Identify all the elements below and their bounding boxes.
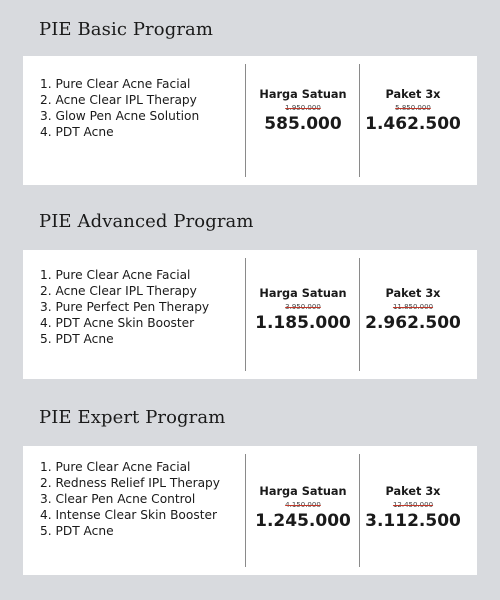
treatment-list	[40, 267, 209, 347]
treatment-item: 5. PDT Acne	[40, 332, 114, 346]
program-card	[23, 250, 477, 379]
treatment-item: 4. PDT Acne Skin Booster	[40, 316, 195, 330]
unit-old-price: 3.950.000	[285, 303, 321, 311]
package-price-label: Paket 3x	[385, 287, 441, 300]
treatment-item: 1. Pure Clear Acne Facial	[40, 268, 191, 282]
program-card	[23, 446, 477, 575]
package-price-label: Paket 3x	[385, 485, 441, 498]
treatment-item: 3. Clear Pen Acne Control	[40, 492, 196, 506]
treatment-list	[40, 459, 220, 539]
unit-price: 1.185.000	[255, 313, 351, 333]
unit-price-label: Harga Satuan	[259, 287, 347, 300]
package-price-column	[360, 88, 466, 134]
treatment-item: 4. Intense Clear Skin Booster	[40, 508, 217, 522]
treatment-item: 5. PDT Acne	[40, 524, 114, 538]
treatment-item: 2. Acne Clear IPL Therapy	[40, 93, 197, 107]
unit-price-column	[246, 485, 360, 531]
treatment-item: 1. Pure Clear Acne Facial	[40, 77, 191, 91]
treatment-item: 1. Pure Clear Acne Facial	[40, 460, 191, 474]
program-card	[23, 56, 477, 185]
package-old-price: 12.450.000	[392, 501, 434, 509]
unit-price-label: Harga Satuan	[259, 88, 347, 101]
unit-price-label: Harga Satuan	[259, 485, 347, 498]
unit-price: 1.245.000	[255, 511, 351, 531]
package-price-column	[360, 287, 466, 333]
treatment-item: 4. PDT Acne	[40, 125, 114, 139]
unit-price: 585.000	[264, 114, 342, 134]
program-title: PIE Expert Program	[39, 407, 226, 428]
treatment-item: 3. Glow Pen Acne Solution	[40, 109, 200, 123]
program-title: PIE Basic Program	[39, 19, 214, 40]
unit-old-price: 4.150.000	[285, 501, 321, 509]
package-price-label: Paket 3x	[385, 88, 441, 101]
treatment-item: 2. Redness Relief IPL Therapy	[40, 476, 221, 490]
package-old-price: 5.850.000	[395, 104, 431, 112]
treatment-item: 3. Pure Perfect Pen Therapy	[40, 300, 210, 314]
package-price: 2.962.500	[365, 313, 461, 333]
unit-price-column	[246, 88, 360, 134]
unit-old-price: 1.950.000	[285, 104, 321, 112]
package-price: 1.462.500	[365, 114, 461, 134]
package-price-column	[360, 485, 466, 531]
treatment-list	[40, 76, 199, 140]
program-title: PIE Advanced Program	[39, 211, 254, 232]
package-price: 3.112.500	[365, 511, 461, 531]
package-old-price: 11.850.000	[392, 303, 434, 311]
unit-price-column	[246, 287, 360, 333]
treatment-item: 2. Acne Clear IPL Therapy	[40, 284, 197, 298]
